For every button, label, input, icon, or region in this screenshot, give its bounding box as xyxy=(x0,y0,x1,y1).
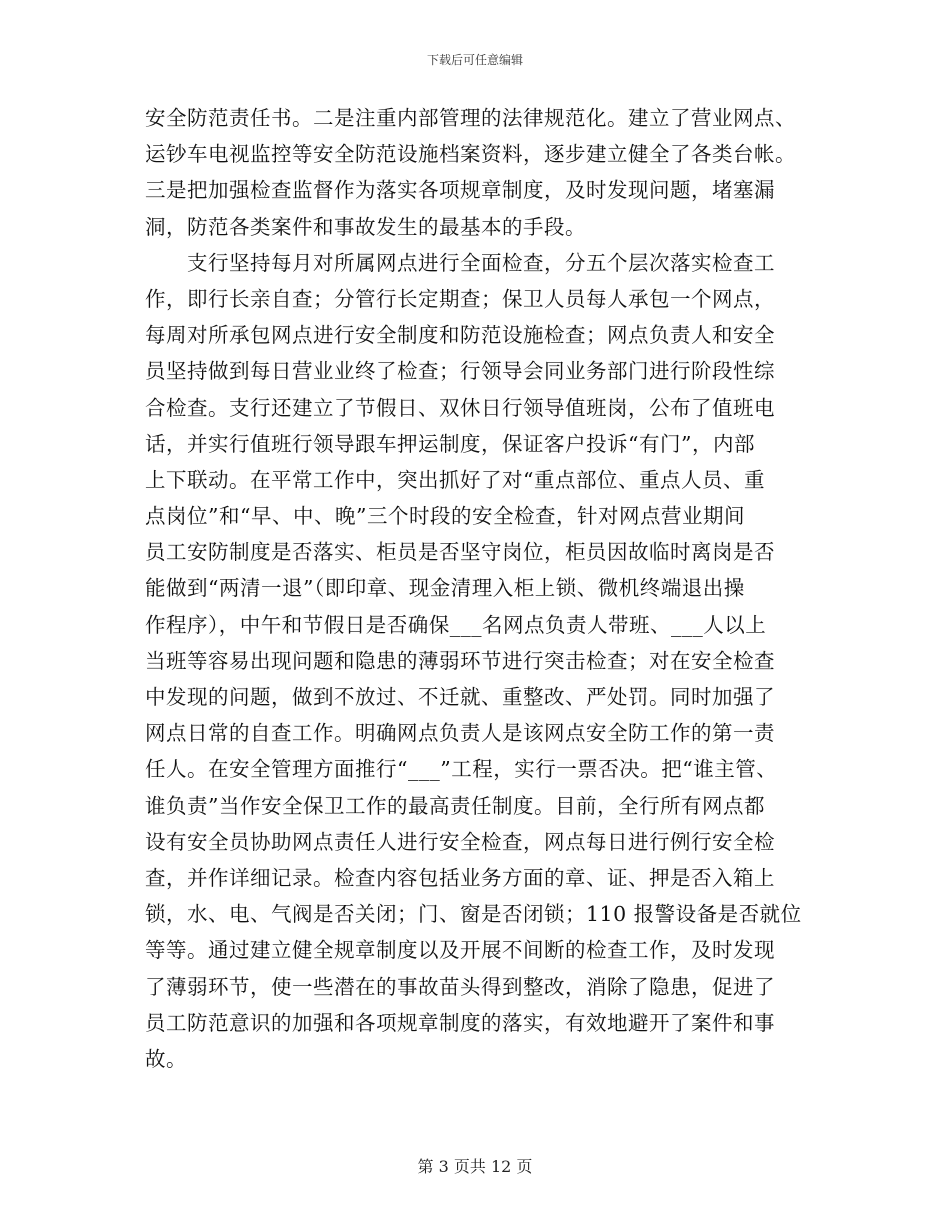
text-line: 当班等容易出现问题和隐患的薄弱环节进行突击检查；对在安全检查 xyxy=(145,648,775,673)
text-line: 员坚持做到每日营业业终了检查；行领导会同业务部门进行阶段性综 xyxy=(145,359,775,384)
text-line: 了薄弱环节，使一些潜在的事故苗头得到整改，消除了隐患，促进了 xyxy=(145,974,775,999)
page-footer: 第 3 页共 12 页 xyxy=(417,1157,533,1176)
text-line: 等等。通过建立健全规章制度以及开展不间断的检查工作，及时发现 xyxy=(145,938,775,963)
text-line: 运钞车电视监控等安全防范设施档案资料，逐步建立健全了各类台帐。 xyxy=(145,142,796,167)
text-line: 安全防范责任书。二是注重内部管理的法律规范化。建立了营业网点、 xyxy=(145,106,796,130)
text-line: 网点日常的自查工作。明确网点负责人是该网点安全防工作的第一责 xyxy=(145,721,775,746)
text-line: 员工防范意识的加强和各项规章制度的落实，有效地避开了案件和事 xyxy=(145,1010,775,1035)
body-text xyxy=(145,100,805,1077)
text-line: 查，并作详细记录。检查内容包括业务方面的章、证、押是否入箱上 xyxy=(145,865,775,890)
text-line: 设有安全员协助网点责任人进行安全检查，网点每日进行例行安全检 xyxy=(145,829,775,854)
text-line: 作，即行长亲自查；分管行长定期查；保卫人员每人承包一个网点， xyxy=(145,286,775,311)
text-line: 点岗位”和“早、中、晚”三个时段的安全检查，针对网点营业期间 xyxy=(145,504,745,529)
text-line: 能做到“两清一退”（即印章、现金清理入柜上锁、微机终端退出操 xyxy=(145,576,745,601)
text-line: 中发现的问题，做到不放过、不迁就、重整改、严处罚。同时加强了 xyxy=(145,685,775,709)
text-line: 任人。在安全管理方面推行“___”工程，实行一票否决。把“谁主管、 xyxy=(145,757,778,782)
text-line: 上下联动。在平常工作中，突出抓好了对“重点部位、重点人员、重 xyxy=(145,467,765,492)
text-line: 洞，防范各类案件和事故发生的最基本的手段。 xyxy=(145,214,586,239)
text-line: 故。 xyxy=(145,1046,187,1071)
text-line: 谁负责”当作安全保卫工作的最高责任制度。目前，全行所有网点都 xyxy=(145,793,765,818)
text-line: 三是把加强检查监督作为落实各项规章制度，及时发现问题，堵塞漏 xyxy=(145,178,775,203)
text-line: 员工安防制度是否落实、柜员是否坚守岗位，柜员因故临时离岗是否 xyxy=(145,540,775,565)
page-header: 下载后可任意编辑 xyxy=(426,53,523,67)
text-line: 锁，水、电、气阀是否关闭；门、窗是否闭锁；110 报警设备是否就位 xyxy=(145,902,802,927)
text-line: 每周对所承包网点进行安全制度和防范设施检查；网点负责人和安全 xyxy=(145,323,775,348)
text-line: 话，并实行值班行领导跟车押运制度，保证客户投诉“有门”，内部 xyxy=(145,431,755,456)
text-line: 支行坚持每月对所属网点进行全面检查，分五个层次落实检查工 xyxy=(145,250,775,275)
text-line: 合检查。支行还建立了节假日、双休日行领导值班岗，公布了值班电 xyxy=(145,395,775,420)
text-line: 作程序），中午和节假日是否确保___名网点负责人带班、___人以上 xyxy=(145,612,767,637)
